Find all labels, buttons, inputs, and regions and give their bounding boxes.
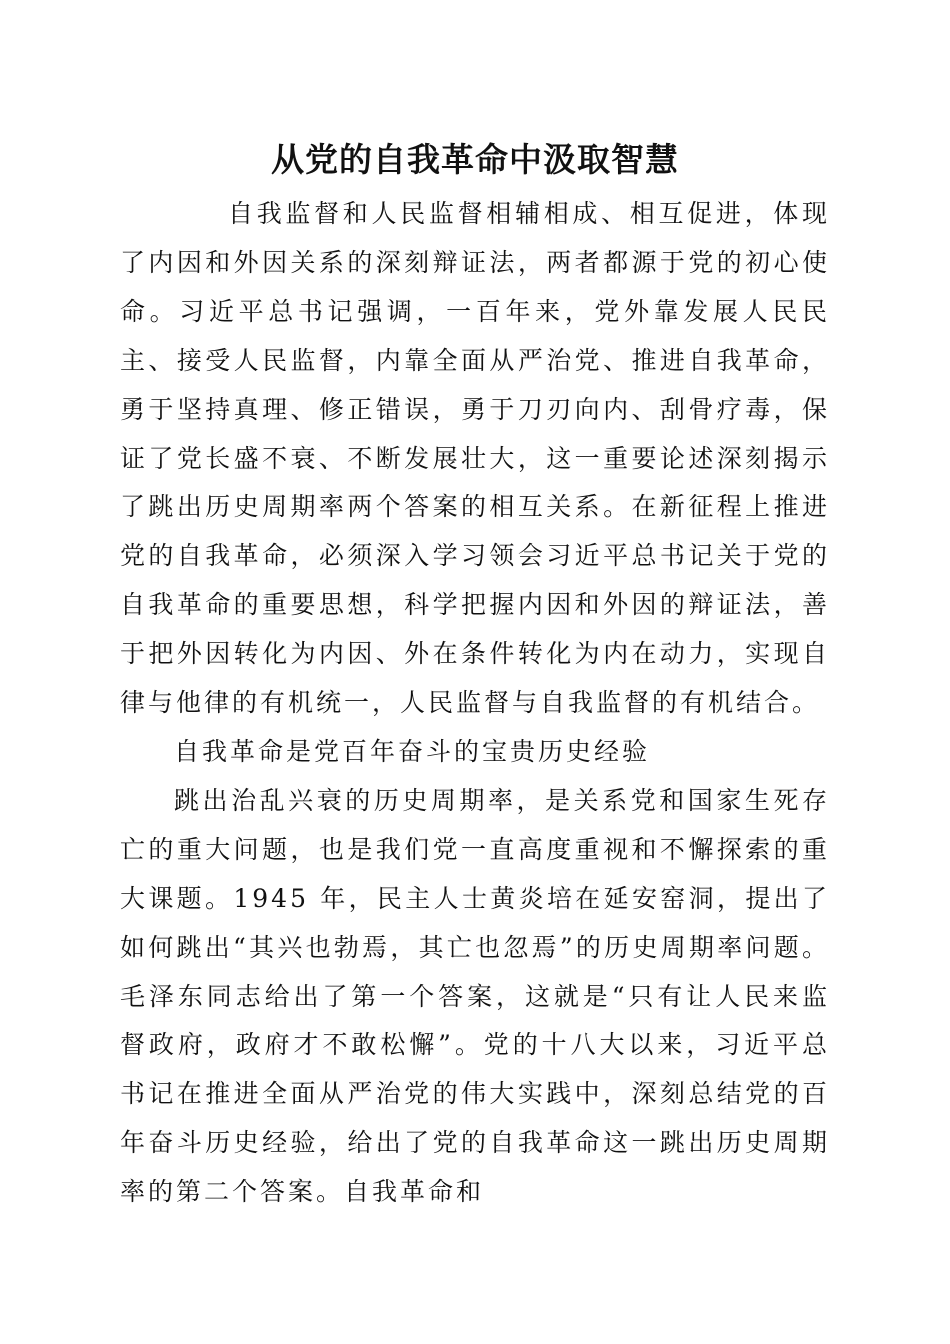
paragraph-intro: 自我监督和人民监督相辅相成、相互促进，体现了内因和外因关系的深刻辩证法，两者都源于党的初心使命。习近平总书记强调，一百年来，党外靠发展人民民主、接受人民监督，内靠全面从严治党、推进自我革命，勇于坚持真理、修正错误，勇于刀刃向内、刮骨疗毒，保证了党长盛不衰、不断发展壮大，这一重要论述深刻揭示了跳出历史周期率两个答案的相互关系。在新征程上推进党的自我革命，必须深入学习领会习近平总书记关于党的自我革命的重要思想，科学把握内因和外因的辩证法，善于把外因转化为内因、外在条件转化为内在动力，实现自律与他律的有机统一，人民监督与自我监督的有机结合。 bbox=[120, 199, 830, 718]
section-heading: 自我革命是党百年奋斗的宝贵历史经验 bbox=[174, 736, 651, 766]
document-body bbox=[120, 190, 830, 1217]
paragraph-history: 跳出治乱兴衰的历史周期率，是关系党和国家生死存亡的重大问题，也是我们党一直高度重视和不懈探索的重大课题。1945 年，民主人士黄炎培在延安窑洞，提出了如何跳出“其兴也勃焉，其亡也忽焉”的历史周期率问题。毛泽东同志给出了第一个答案，这就是“只有让人民来监督政府，政府才不敢松懈”。党的十八大以来，习近平总书记在推进全面从严治党的伟大实践中，深刻总结党的百年奋斗历史经验，给出了党的自我革命这一跳出历史周期率的第二个答案。自我革命和 bbox=[120, 785, 830, 1207]
document-title: 从党的自我革命中汲取智慧 bbox=[271, 140, 679, 179]
